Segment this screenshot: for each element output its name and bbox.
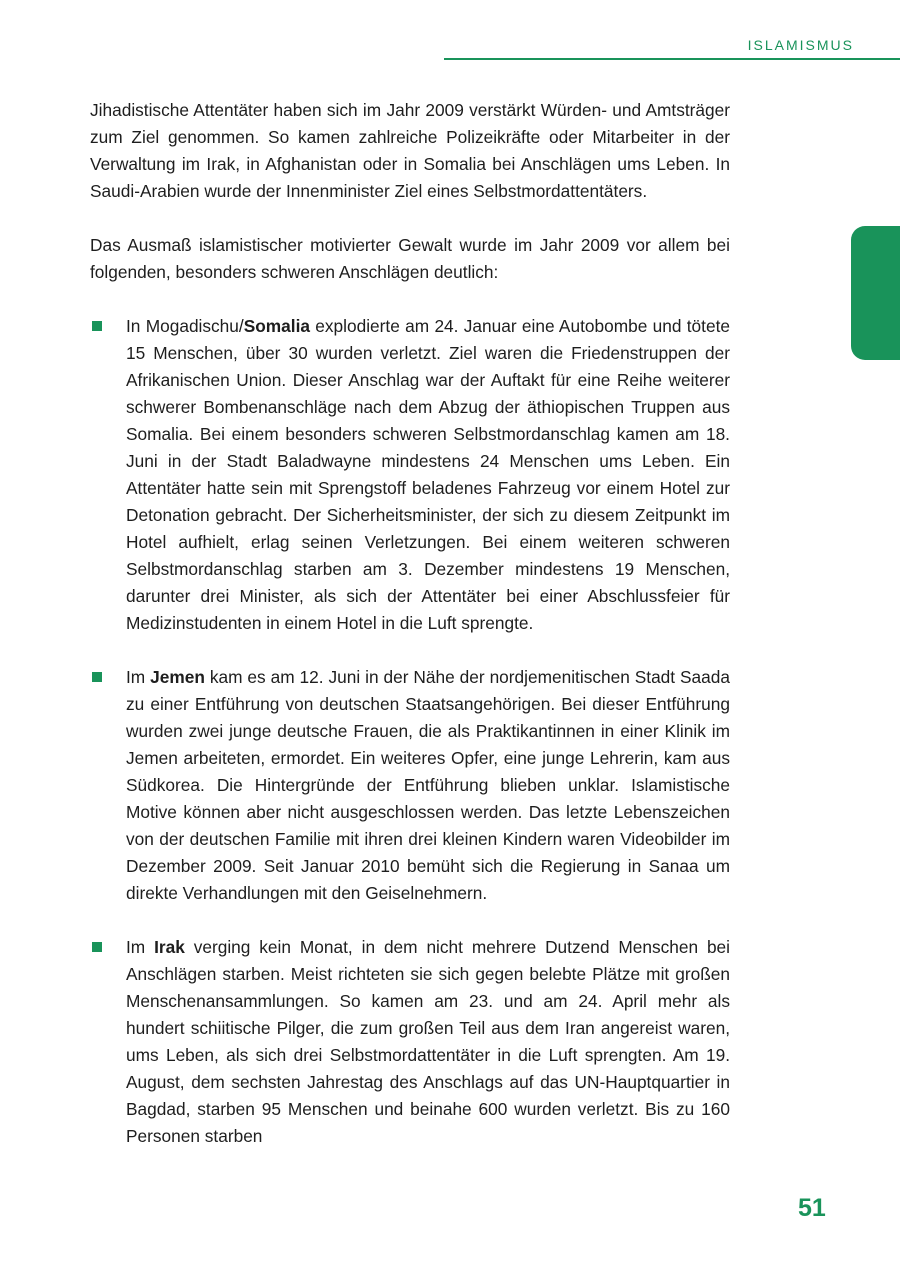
list-item-text: explodierte am 24. Januar eine Autobombe und tötete 15 Menschen, über 30 wurden verletzt. Ziel waren die Friedenstruppen der Afrikanischen Union. Dieser Anschlag war der Auftakt für eine Reihe weiterer schwerer Bombenanschläge nach dem Abzug der äthiopischen Truppen aus Somalia. Bei einem besonders schweren Selbstmordanschlag kamen am 18. Juni in der Stadt Baladwayne mindestens 24 Menschen ums Leben. Ein Attentäter hatte sein mit Sprengstoff beladenes Fahrzeug vor einem Hotel zur Detonation gebracht. Der Sicherheitsminister, der sich zu diesem Zeitpunkt im Hotel aufhielt, erlag seinen Verletzungen. Bei einem weiteren schweren Selbstmordanschlag starben am 3. Dezember mindestens 19 Menschen, darunter drei Minister, als sich der Attentäter bei einer Abschlussfeier für Medizinstudenten in einem Hotel in die Luft sprengte. <box>126 316 730 633</box>
list-item-keyword: Somalia <box>243 316 310 336</box>
list-item-keyword: Jemen <box>150 667 205 687</box>
page-number: 51 <box>798 1194 826 1222</box>
list-item-text: kam es am 12. Juni in der Nähe der nordjemenitischen Stadt Saada zu einer Entführung von deutschen Staatsangehörigen. Bei dieser Entführung wurden zwei junge deutsche Frauen, die als Praktikantinnen in einer Klinik im Jemen arbeiteten, ermordet. Ein weiteres Opfer, eine junge Lehrerin, kam aus Südkorea. Die Hintergründe der Entführung blieben unklar. Islamistische Motive können aber nicht ausgeschlossen werden. Das letzte Lebenszeichen von der deutschen Familie mit ihren drei kleinen Kindern waren Videobilder im Dezember 2009. Seit Januar 2010 bemüht sich die Regierung in Sanaa um direkte Verhandlungen mit den Geiselnehmern. <box>126 667 730 903</box>
attack-list <box>90 313 730 1150</box>
bullet-square-icon <box>92 942 102 952</box>
body-content <box>90 97 730 1177</box>
list-item-irak <box>90 934 730 1150</box>
bullet-square-icon <box>92 321 102 331</box>
bullet-square-icon <box>92 672 102 682</box>
header-rule <box>444 58 900 60</box>
paragraph-intro: Jihadistische Attentäter haben sich im Jahr 2009 verstärkt Würden- und Amtsträger zum Ziel genommen. So kamen zahlreiche Polizeikräfte oder Mitarbeiter in der Verwaltung im Irak, in Afghanistan oder in Somalia bei Anschlägen ums Leben. In Saudi-Arabien wurde der Innenminister Ziel eines Selbstmordattentäters. <box>90 100 730 201</box>
paragraph-lead-in: Das Ausmaß islamistischer motivierter Gewalt wurde im Jahr 2009 vor allem bei folgenden, besonders schweren Anschlägen deutlich: <box>90 235 730 282</box>
list-item-prefix: In Mogadischu/ <box>126 316 244 336</box>
list-item-jemen <box>90 664 730 907</box>
chapter-side-tab <box>851 226 900 360</box>
header-section-label: ISLAMISMUS <box>747 37 854 53</box>
list-item-keyword: Irak <box>154 937 185 957</box>
list-item-somalia <box>90 313 730 637</box>
list-item-prefix: Im <box>126 937 155 957</box>
list-item-text: verging kein Monat, in dem nicht mehrere Dutzend Menschen bei Anschlägen starben. Meist richteten sie sich gegen belebte Plätze mit großen Menschenansammlungen. So kamen am 23. und am 24. April mehr als hundert schiitische Pilger, die zum großen Teil aus dem Iran angereist waren, ums Leben, als sich drei Selbstmordattentäter in die Luft sprengten. Am 19. August, dem sechsten Jahrestag des Anschlags auf das UN-Hauptquartier in Bagdad, starben 95 Menschen und beinahe 600 wurden verletzt. Bis zu 160 Personen starben <box>126 937 730 1146</box>
list-item-prefix: Im <box>126 667 151 687</box>
